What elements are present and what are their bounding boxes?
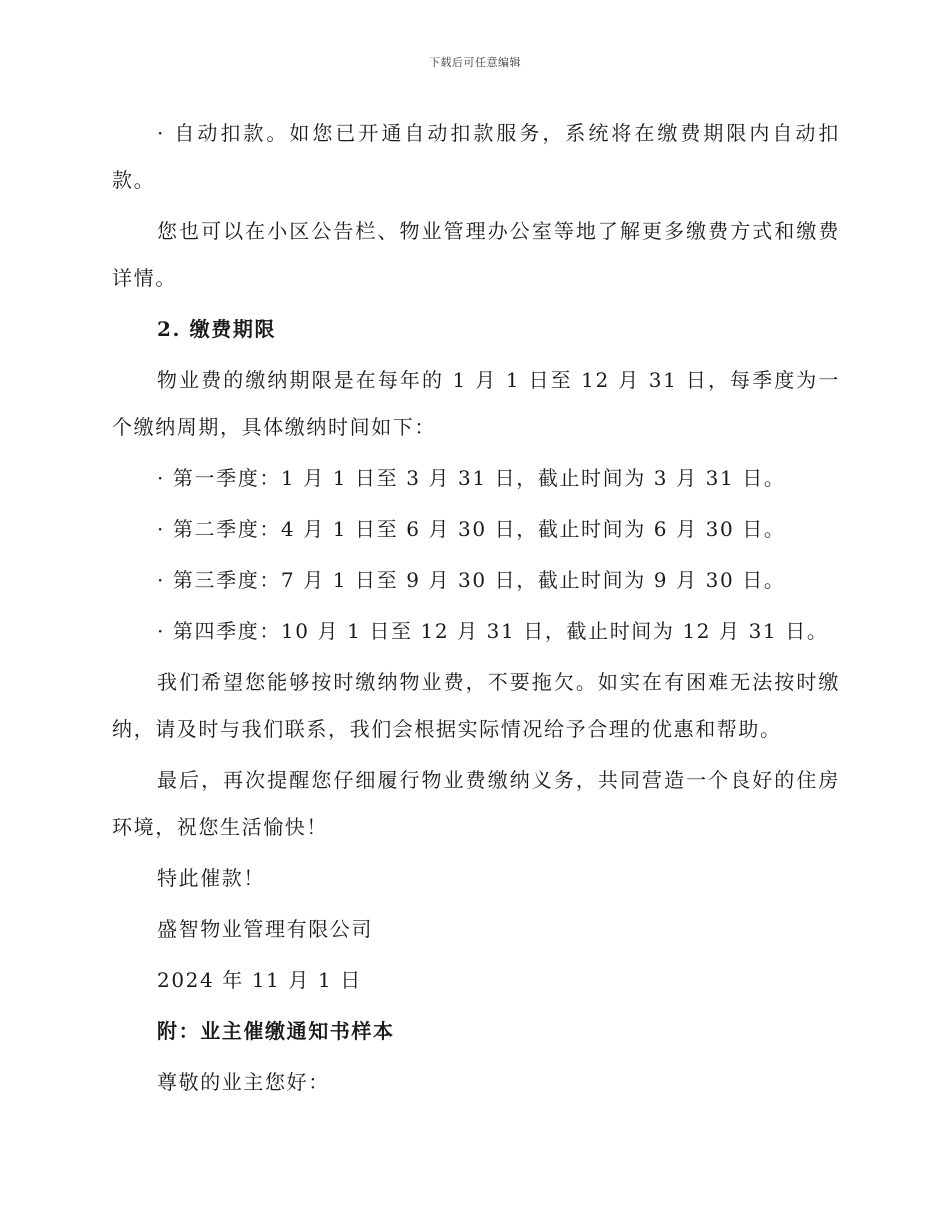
quarter-1-item: · 第一季度：1 月 1 日至 3 月 31 日，截止时间为 3 月 31 日。 xyxy=(157,466,786,490)
on-time-payment-paragraph: 我们希望您能够按时缴纳物业费，不要拖欠。如实在有困难无法按时缴纳，请及时与我们联系，我们会根据实际情况给予合理的优惠和帮助。 xyxy=(112,670,840,741)
page-header: 下载后可任意编辑 xyxy=(429,56,521,69)
document-body xyxy=(112,110,840,1110)
document-date: 2024 年 11 月 1 日 xyxy=(157,968,362,992)
final-reminder-paragraph: 最后，再次提醒您仔细履行物业费缴纳义务，共同营造一个良好的住房环境，祝您生活愉快！ xyxy=(112,768,840,839)
appendix-title: 附：业主催缴通知书样本 xyxy=(157,1019,395,1043)
closing-line: 特此催款！ xyxy=(157,866,265,890)
more-info-paragraph: 您也可以在小区公告栏、物业管理办公室等地了解更多缴费方式和缴费详情。 xyxy=(112,219,840,290)
quarter-4-item: · 第四季度：10 月 1 日至 12 月 31 日，截止时间为 12 月 31 日。 xyxy=(157,619,829,643)
auto-debit-paragraph: · 自动扣款。如您已开通自动扣款服务，系统将在缴费期限内自动扣款。 xyxy=(112,121,840,192)
greeting-line: 尊敬的业主您好： xyxy=(157,1070,330,1094)
section-heading-payment-deadline: 2. 缴费期限 xyxy=(157,317,277,341)
quarter-3-item: · 第三季度：7 月 1 日至 9 月 30 日，截止时间为 9 月 30 日。 xyxy=(157,568,786,592)
quarter-2-item: · 第二季度：4 月 1 日至 6 月 30 日，截止时间为 6 月 30 日。 xyxy=(157,517,786,541)
company-signature: 盛智物业管理有限公司 xyxy=(157,917,373,941)
deadline-paragraph: 物业费的缴纳期限是在每年的 1 月 1 日至 12 月 31 日，每季度为一个缴纳周期，具体缴纳时间如下： xyxy=(112,368,840,439)
